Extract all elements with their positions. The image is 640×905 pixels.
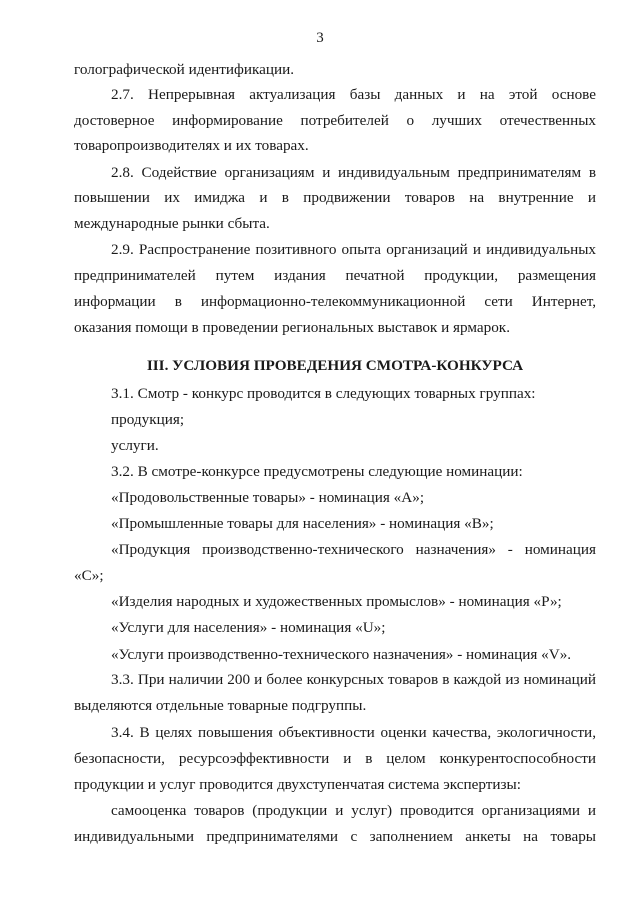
text-line: оказания помощи в проведении региональных выставок и ярмарок. bbox=[74, 319, 510, 336]
text-line: самооценка товаров (продукции и услуг) проводится организациями и bbox=[111, 802, 596, 819]
text-line: 3.1. Смотр - конкурс проводится в следующих товарных группах: bbox=[111, 385, 536, 402]
text-line: достоверное информирование потребителей о лучших отечественных bbox=[74, 112, 596, 129]
text-line: 2.8. Содействие организациям и индивидуальным предпринимателям в bbox=[111, 164, 596, 181]
text-line: «Услуги производственно-технического назначения» - номинация «V». bbox=[111, 646, 572, 663]
text-line: «С»; bbox=[74, 567, 104, 584]
text-line: 3.3. При наличии 200 и более конкурсных товаров в каждой из номинаций bbox=[111, 671, 596, 688]
text-line: «Изделия народных и художественных промыслов» - номинация «Р»; bbox=[111, 593, 562, 610]
text-line: 3.4. В целях повышения объективности оценки качества, экологичности, bbox=[111, 724, 596, 741]
text-line: товаропроизводителях и их товарах. bbox=[74, 137, 309, 154]
text-line: международные рынки сбыта. bbox=[74, 215, 270, 232]
text-line: информации в информационно-телекоммуникационной сети Интернет, bbox=[74, 293, 596, 310]
text-line: продукции и услуг проводится двухступенчатая система экспертизы: bbox=[74, 776, 521, 793]
page-number: 3 bbox=[316, 30, 324, 46]
text-line: индивидуальными предпринимателями с заполнением анкеты на товары bbox=[74, 828, 596, 845]
text-line: продукция; bbox=[111, 411, 185, 428]
text-line: услуги. bbox=[111, 437, 159, 454]
text-line: повышении их имиджа и в продвижении товаров на внутренние и bbox=[74, 189, 596, 206]
text-line: безопасности, ресурсоэффективности и в целом конкурентоспособности bbox=[74, 750, 596, 767]
text-line: «Продовольственные товары» - номинация «А»; bbox=[111, 489, 425, 506]
text-line: 2.9. Распространение позитивного опыта организаций и индивидуальных bbox=[111, 241, 596, 258]
text-line: предпринимателей путем издания печатной продукции, размещения bbox=[74, 267, 596, 284]
text-line: выделяются отдельные товарные подгруппы. bbox=[74, 697, 367, 714]
text-line: «Продукция производственно-технического назначения» - номинация bbox=[111, 541, 596, 558]
text-line: «Промышленные товары для населения» - номинация «В»; bbox=[111, 515, 494, 532]
section-heading: III. УСЛОВИЯ ПРОВЕДЕНИЯ СМОТРА-КОНКУРСА bbox=[146, 357, 524, 374]
text-line: «Услуги для населения» - номинация «U»; bbox=[111, 619, 386, 636]
text-line: 3.2. В смотре-конкурсе предусмотрены следующие номинации: bbox=[111, 463, 523, 480]
text-line: 2.7. Непрерывная актуализация базы данных и на этой основе bbox=[111, 86, 596, 103]
text-line: голографической идентификации. bbox=[74, 61, 295, 78]
